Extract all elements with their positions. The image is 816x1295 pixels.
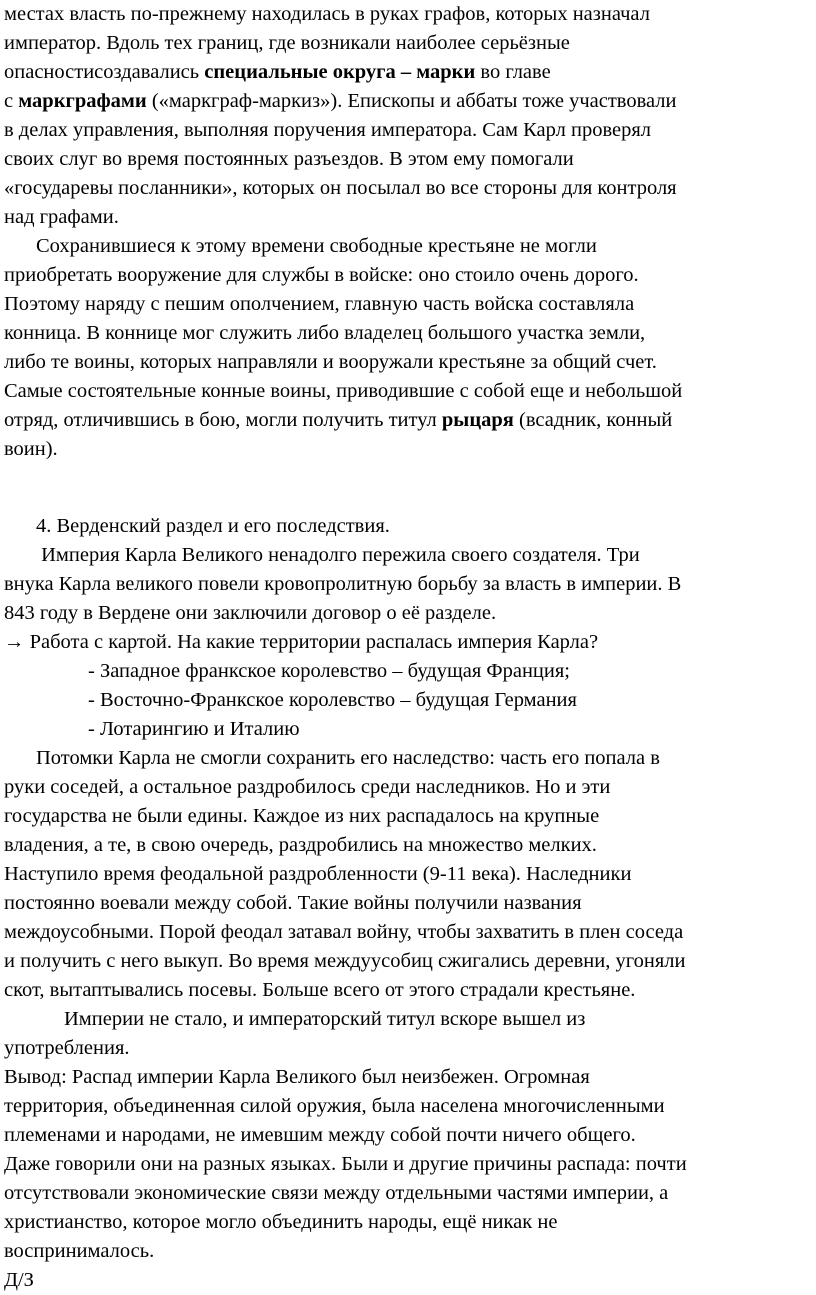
text-line: император. Вдоль тех границ, где возникали наиболее серьёзные (4, 32, 570, 54)
text-line: употребления. (4, 1037, 130, 1059)
text-line: своих слуг во время постоянных разъездов. В этом ему помогали (4, 148, 574, 170)
text-line: владения, а те, в свою очередь, раздробились на множество мелких. (4, 834, 597, 856)
text-line: Вывод: Распад империи Карла Великого был неизбежен. Огромная (4, 1066, 590, 1088)
bold-term-margraves: маркграфами (18, 90, 147, 112)
conclusion (4, 1063, 816, 1266)
section-heading: 4. Верденский раздел и его последствия. (36, 515, 390, 537)
text-line: в делах управления, выполняя поручения императора. Сам Карл проверял (4, 119, 652, 141)
text-line: Потомки Карла не смогли сохранить его наследство: часть его попала в (36, 747, 660, 769)
text-line: Наступило время феодальной раздробленности (9-11 века). Наследники (4, 863, 632, 885)
text-line: над графами. (4, 206, 119, 228)
text-line: либо те воины, которых направляли и вооружали крестьяне за общий счет. (4, 351, 657, 373)
text-line: внука Карла великого повели кровопролитную борьбу за власть в империи. В (4, 573, 682, 595)
text-fragment: («маркграф-маркиз»). Епископы и аббаты тоже участвовали (146, 90, 677, 112)
list-item: - Восточно-Франкское королевство – будущая Германия (88, 689, 577, 711)
text-line: междоусобными. Порой феодал затавал войну, чтобы захватить в плен соседа (4, 921, 684, 943)
text-line: воспринималось. (4, 1240, 155, 1262)
text-line: Сохранившиеся к этому времени свободные крестьяне не могли (36, 235, 597, 257)
text-line: «государевы посланники», которых он посылал во все стороны для контроля (4, 177, 677, 199)
paragraph-knights (4, 232, 816, 464)
text-line: скот, вытаптывались посевы. Больше всего от этого страдали крестьяне. (4, 979, 636, 1001)
text-fragment: (всадник, конный (513, 409, 673, 431)
text-line: 843 году в Вердене они заключили договор о её разделе. (4, 602, 497, 624)
text-line: христианство, которое могло объединить народы, ещё никак не (4, 1211, 558, 1233)
homework-label: Д/З (4, 1269, 34, 1291)
text-line: руки соседей, а остальное раздробилось среди наследников. Но и эти (4, 776, 611, 798)
text-line: Поэтому наряду с пешим ополчением, главную часть войска составляла (4, 293, 635, 315)
text-line (4, 541, 816, 570)
text-line: Самые состоятельные конные воины, приводившие с собой еще и небольшой (4, 380, 683, 402)
text-fragment: с (4, 90, 19, 112)
text-line: отсутствовали экономические связи между отдельными частями империи, а (4, 1182, 669, 1204)
text-fragment: Империя Карла Великого ненадолго пережила своего создателя. Три (41, 544, 640, 566)
paragraph-counts-and-marches (4, 0, 816, 232)
text-fragment: отряд, отличившись в бою, могли получить титул (4, 409, 442, 431)
section-verdun-partition (4, 512, 816, 1063)
text-line: воин). (4, 438, 58, 460)
bold-term-marches: специальные округа – марки (204, 61, 476, 83)
text-line: племенами и народами, не имевшим между собой почти ничего общего. (4, 1124, 636, 1146)
list-item: - Западное франкское королевство – будущая Франция; (88, 660, 570, 682)
text-line (4, 87, 816, 116)
text-line: государства не были едины. Каждое из них распадалось на крупные (4, 805, 600, 827)
text-line: постоянно воевали между собой. Такие войны получили названия (4, 892, 582, 914)
text-line: Даже говорили они на разных языках. Были и другие причины распада: почти (4, 1153, 687, 1175)
text-fragment: во главе (475, 61, 551, 83)
text-line: местах власть по-прежнему находилась в руках графов, которых назначал (4, 3, 650, 25)
map-task-line: → Работа с картой. На какие территории распалась империя Карла? (4, 631, 599, 653)
text-line: Империи не стало, и императорский титул вскоре вышел из (64, 1008, 586, 1030)
text-line: конница. В коннице мог служить либо владелец большого участка земли, (4, 322, 646, 344)
text-fragment: опасностисоздавались (4, 61, 205, 83)
bold-term-knight: рыцаря (441, 409, 514, 431)
text-line (4, 406, 816, 435)
list-item: - Лотарингию и Италию (88, 718, 300, 740)
text-line: территория, объединенная силой оружия, была населена многочисленными (4, 1095, 665, 1117)
text-line (4, 58, 816, 87)
blank-space (4, 464, 816, 512)
text-line: и получить с него выкуп. Во время междуусобиц сжигались деревни, угоняли (4, 950, 686, 972)
text-line: приобретать вооружение для службы в войске: оно стоило очень дорого. (4, 264, 639, 286)
